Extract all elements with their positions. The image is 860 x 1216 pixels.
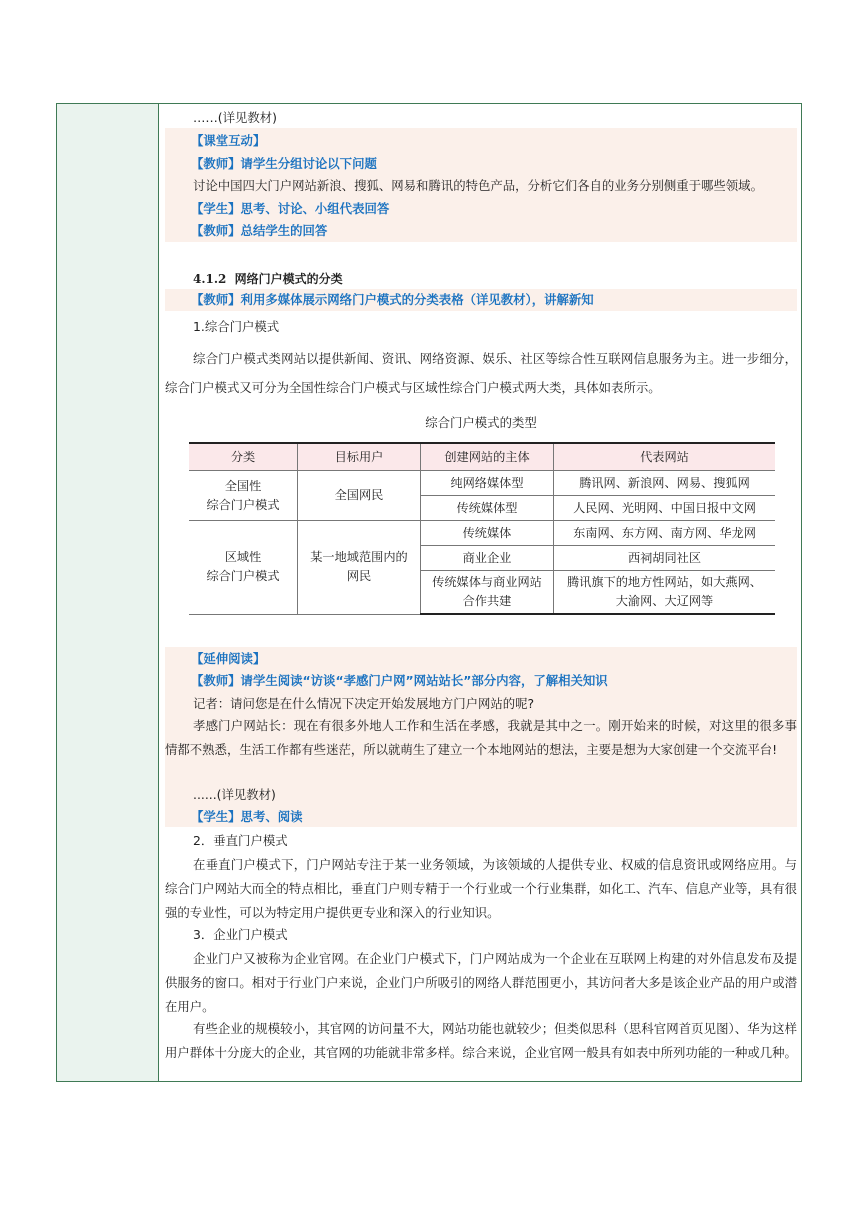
table-row [189,521,775,546]
national-sites-1: 腾讯网、新浪网、网易、搜狐网 [554,471,776,496]
item1-paragraph [165,344,797,402]
regional-sites-1: 东南网、东方网、南方网、华龙网 [554,521,776,546]
regional-sites-3 [554,571,776,615]
student-response-2: 【学生】思考、阅读 [191,809,303,824]
section-heading [165,268,343,290]
student-response-1: 【学生】思考、讨论、小组代表回答 [191,201,390,216]
regional-target-line1: 某一地域范围内的 [310,550,408,565]
teacher-intro: 【教师】利用多媒体展示网络门户模式的分类表格（详见教材），讲解新知 [191,292,594,307]
item3-paragraph-2-text: 有些企业的规模较小，其官网的访问量不大，网站功能也就较少；但类似思科（思科官网首页见图）、华为这样用户群体十分庞大的企业，其官网的功能就非常多样。综合来说，企业官网一般具有如表中所列功能的一种或几种。 [165,1021,797,1060]
item1-title: 1.综合门户模式 [193,319,280,334]
national-category-line1: 全国性 [224,478,262,493]
item3-paragraph-2 [165,1017,797,1065]
interview-answer [165,714,797,762]
section-title: 网络门户模式的分类 [234,272,343,286]
regional-target [298,521,421,615]
header-subject: 创建网站的主体 [421,443,554,471]
regional-sites-3-line1: 腾讯旗下的地方性网站，如大燕网、 [567,575,762,589]
item3-title: 3．企业门户模式 [193,927,288,942]
discussion-text: 讨论中国四大门户网站新浪、搜狐、网易和腾讯的特色产品，分析它们各自的业务分别侧重于哪些领域。 [193,178,763,193]
teacher-prompt-2: 【教师】请学生阅读“访谈“孝感门户网”网站站长”部分内容，了解相关知识 [191,673,608,688]
see-textbook-2: ......(详见教材) [193,787,276,802]
reporter-question: 记者：请问您是在什么情况下决定开始发展地方门户网站的呢? [193,696,535,711]
left-column [57,104,159,1081]
regional-subject-3 [421,571,554,615]
table-caption: 综合门户模式的类型 [425,415,537,430]
item3-paragraph-1 [165,947,797,1019]
item1-paragraph-text: 综合门户模式类网站以提供新闻、资讯、网络资源、娱乐、社区等综合性互联网信息服务为主。进一步细分，综合门户模式又可分为全国性综合门户模式与区域性综合门户模式两大类，具体如表所示。 [165,351,797,395]
national-category-line2: 综合门户模式 [206,497,280,512]
item3-paragraph-1-text: 企业门户又被称为企业官网。在企业门户模式下，门户网站成为一个企业在互联网上构建的对外信息发布及提供服务的窗口。相对于行业门户来说，企业门户所吸引的网络人群范围更小，其访问者大多是该企业产品的用户或潜在用户。 [165,951,797,1014]
header-target: 目标用户 [298,443,421,471]
portal-types-table [189,442,775,615]
national-target: 全国网民 [298,471,421,521]
item2-paragraph-text: 在垂直门户模式下，门户网站专注于某一业务领域，为该领域的人提供专业、权威的信息资讯或网络应用。与综合门户网站大而全的特点相比，垂直门户则专精于一个行业或一个行业集群，如化工、汽车、信息产业等，具有很强的专业性，可以为特定用户提供更专业和深入的行业知识。 [165,857,797,920]
national-sites-2: 人民网、光明网、中国日报中文网 [554,496,776,521]
regional-subject-3-line2: 合作共建 [462,594,512,608]
interview-answer-text: 孝感门户网站长：现在有很多外地人工作和生活在孝感，我就是其中之一。刚开始来的时候，对这里的很多事情都不熟悉，生活工作都有些迷茫，所以就萌生了建立一个本地网站的想法，主要是想为大家创建一个交流平台! [165,718,797,757]
regional-subject-3-line1: 传统媒体与商业网站 [432,575,542,589]
regional-sites-2: 西祠胡同社区 [554,546,776,571]
national-subject-1: 纯网络媒体型 [421,471,554,496]
reading-tag: 【延伸阅读】 [191,651,266,666]
teacher-summary: 【教师】总结学生的回答 [191,223,328,238]
regional-target-line2: 网民 [346,569,372,584]
regional-category-line1: 区域性 [224,550,262,565]
item2-title: 2．垂直门户模式 [193,833,288,848]
teacher-prompt-1: 【教师】请学生分组讨论以下问题 [191,156,377,171]
header-sites: 代表网站 [554,443,776,471]
national-subject-2: 传统媒体型 [421,496,554,521]
item2-paragraph [165,853,797,925]
regional-subject-1: 传统媒体 [421,521,554,546]
regional-category-line2: 综合门户模式 [206,569,280,584]
section-number: 4.1.2 [193,272,227,286]
lesson-frame [56,103,802,1082]
header-category: 分类 [189,443,298,471]
table-header-row [189,443,775,471]
interaction-tag: 【课堂互动】 [191,133,266,148]
table-row [189,471,775,496]
regional-subject-2: 商业企业 [421,546,554,571]
national-category [189,471,298,521]
regional-category [189,521,298,615]
see-textbook-1: ……(详见教材) [193,110,278,125]
regional-sites-3-line2: 大渝网、大辽网等 [615,594,714,608]
